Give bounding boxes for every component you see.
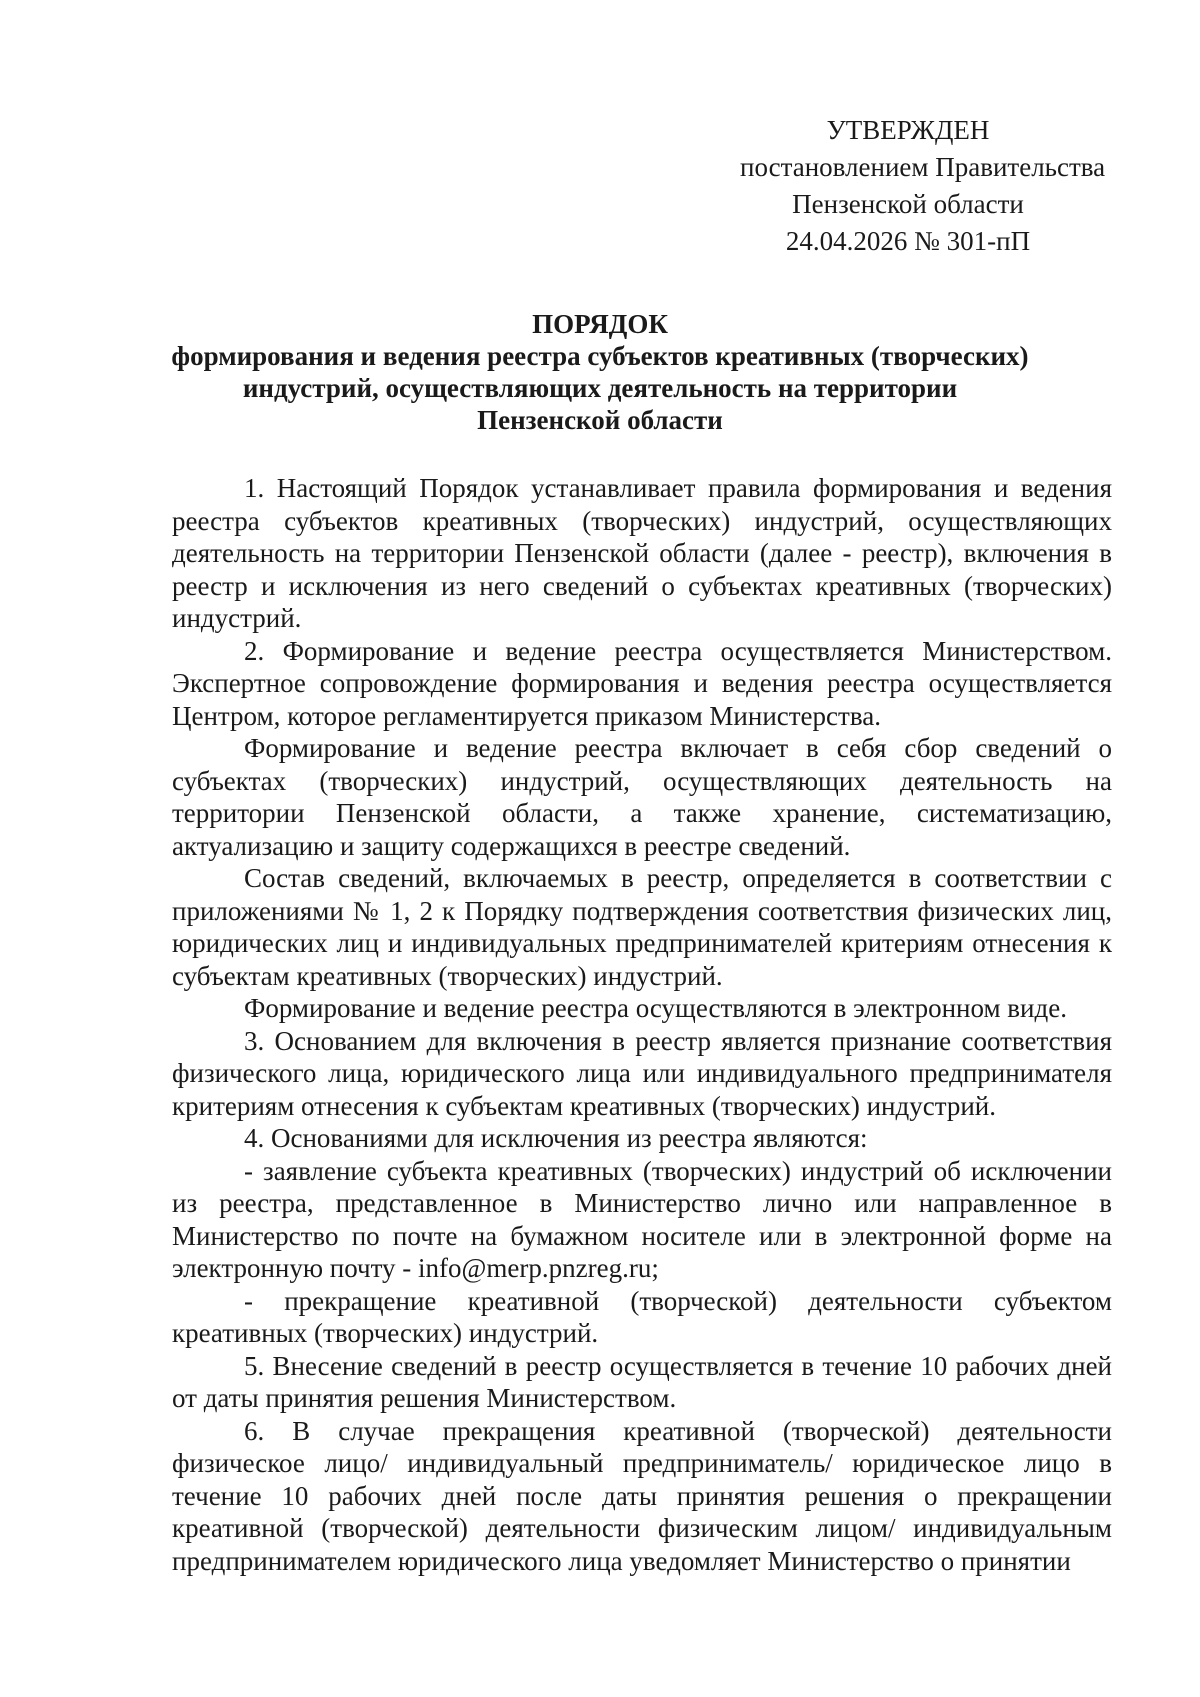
paragraph: 2. Формирование и ведение реестра осуществляется Министерством. Экспертное сопровождение формирования и ведения реестра осуществляется Центром, которое регламентируется приказом Министерства. [172,635,1112,731]
paragraph: 1. Настоящий Порядок устанавливает правила формирования и ведения реестра субъектов креативных (творческих) индустрий, осуществляющих деятельность на территории Пензенской области (далее - реестр), включения в реестр и исключения из него сведений о субъектах креативных (творческих) индустрий. [172,473,1112,633]
title-subtitle-line: формирования и ведения реестра субъектов креативных (творческих) [171,341,1029,371]
paragraph: 4. Основаниями для исключения из реестра являются: [244,1123,868,1153]
list-item: - прекращение креативной (творческой) деятельности субъектом креативных (творческих) индустрий. [172,1285,1112,1348]
title-subtitle-line: индустрий, осуществляющих деятельность на территории [242,373,958,403]
approval-date-number: 24.04.2026 № 301-пП [785,226,1031,256]
approval-issuer: постановлением Правительства [740,152,1106,182]
title-heading: ПОРЯДОК [532,309,668,339]
paragraph: 6. В случае прекращения креативной (творческой) деятельности физическое лицо/ индивидуальный предприниматель/ юридическое лицо в течение 10 рабочих дней после даты принятия решения о прекращении креативной (творческой) деятельности физическим лицом/ индивидуальным предпринимателем юридического лица уведомляет Министерство о принятии [172,1415,1112,1576]
paragraph: Формирование и ведение реестра осуществляются в электронном виде. [244,993,1067,1023]
list-item: - заявление субъекта креативных (творческих) индустрий об исключении из реестра, представленное в Министерство лично или направленное в Министерство по почте на бумажном носителе или в электронной форме на электронную почту - info@merp.pnzreg.ru; [172,1155,1112,1283]
approval-region: Пензенской области [792,189,1024,219]
document-body [172,472,1112,1577]
paragraph: 3. Основанием для включения в реестр является признание соответствия физического лица, юридического лица или индивидуального предпринимателя критериям отнесения к субъектам креативных (творческих) индустрий. [172,1025,1112,1121]
paragraph: 5. Внесение сведений в реестр осуществляется в течение 10 рабочих дней от даты принятия решения Министерством. [172,1350,1112,1413]
title-subtitle-line: Пензенской области [477,405,723,435]
paragraph: Состав сведений, включаемых в реестр, определяется в соответствии с приложениями № 1, 2 к Порядку подтверждения соответствия физических лиц, юридических лиц и индивидуальных предпринимателей критериям отнесения к субъектам креативных (творческих) индустрий. [172,863,1112,991]
approval-stamp [740,112,1106,260]
document-title [150,308,1050,436]
paragraph: Формирование и ведение реестра включает в себя сбор сведений о субъектах (творческих) индустрий, осуществляющих деятельность на территории Пензенской области, а также хранение, систематизацию, актуализацию и защиту содержащихся в реестре сведений. [172,733,1112,861]
approval-title: УТВЕРЖДЕН [826,115,990,145]
